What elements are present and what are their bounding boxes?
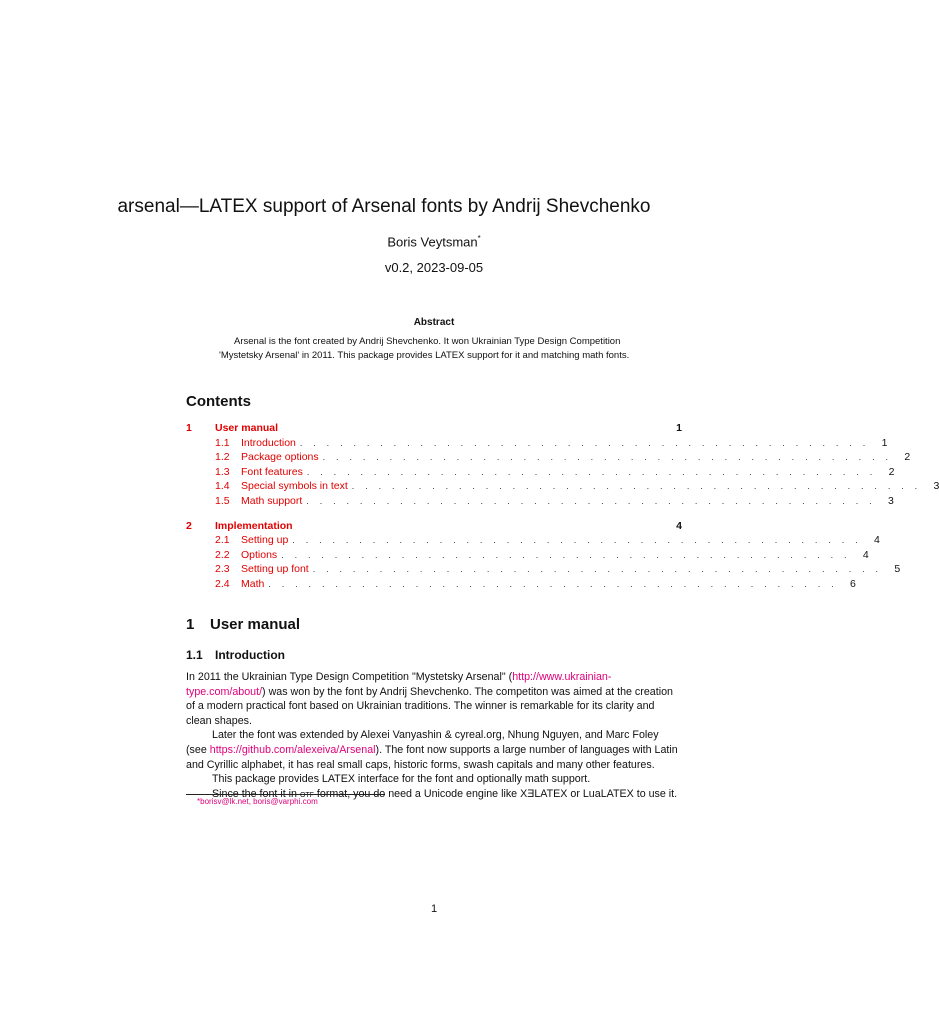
author-name: Boris Veytsman [387, 234, 478, 250]
toc-num: 2.3 [215, 563, 230, 576]
toc-label: Font features [241, 465, 303, 478]
toc-sub-introduction[interactable] [186, 436, 888, 451]
section-number: 1 [186, 616, 195, 633]
paragraph-1-text-a: In 2011 the Ukrainian Type Design Competition "Mystetsky Arsenal" ( [186, 671, 513, 683]
paragraph-4-text-b: format, you do need a Unicode engine like XƎLATEX or LuaLATEX to use it. [313, 787, 678, 800]
toc-leader: . . . . . . . . . . . . . . . . . . . . . . . . . . . . . . . . . . . . . . . . . . . [322, 452, 893, 463]
toc-section-implementation[interactable] [186, 519, 682, 534]
toc-num: 1.3 [215, 465, 230, 478]
paragraph-2-text-a: Later the font was extended by Alexei Vanyashin & cyreal.org, Nhung Nguyen, and Marc Foley (see [186, 729, 659, 756]
toc-label: Setting up [241, 534, 289, 547]
toc-page: 3 [888, 494, 894, 507]
toc-page: 4 [874, 534, 880, 547]
section-title: User manual [210, 616, 301, 633]
toc-num: 1.1 [215, 436, 230, 449]
otf-small-caps: otf [299, 787, 314, 800]
toc-leader: . . . . . . . . . . . . . . . . . . . . . . . . . . . . . . . . . . . . . . . . . . . [306, 495, 876, 506]
toc-page: 1 [676, 422, 682, 434]
toc-leader: . . . . . . . . . . . . . . . . . . . . . . . . . . . . . . . . . . . . . . . . . . . [351, 481, 922, 492]
toc-num: 1 [186, 422, 192, 434]
toc-label: Introduction [241, 436, 296, 449]
paragraph-1 [186, 670, 682, 728]
toc-label: Setting up font [241, 563, 309, 576]
toc-sub-options[interactable] [186, 548, 869, 563]
toc-sub-package-options[interactable] [186, 450, 911, 465]
toc-label: Options [241, 548, 278, 561]
paragraph-3: This package provides LATEX interface for the font and optionally math support. [212, 773, 591, 786]
toc-num: 2.4 [215, 577, 230, 590]
toc-label: Package options [241, 451, 319, 464]
footnote-rule [186, 794, 385, 795]
toc-sub-setting-up[interactable] [186, 533, 880, 548]
toc-num: 1.2 [215, 451, 230, 464]
author-line [0, 234, 868, 249]
toc-num: 1.4 [215, 480, 230, 493]
toc-sub-setting-up-font[interactable] [186, 562, 901, 577]
paragraph-4-text-a: Since the font it in [212, 787, 300, 800]
subsection-heading-introduction [186, 648, 285, 662]
toc-page: 5 [894, 563, 901, 576]
toc-label: Math support [241, 494, 303, 507]
paragraph-2 [186, 728, 682, 772]
version-date: v0.2, 2023-09-05 [384, 260, 484, 275]
footnote-email[interactable]: *borisv@lk.net, boris@varphi.com [197, 797, 318, 806]
toc-num: 2.1 [215, 534, 230, 547]
toc-num: 2.2 [215, 548, 230, 561]
toc-label: Implementation [215, 519, 293, 532]
paragraph-2-text-b: ). The font now supports a large number of languages with Latin and Cyrillic alphabet, it has real small caps, historic forms, swash capitals and many other features. [186, 743, 678, 771]
subsection-title: Introduction [215, 648, 285, 662]
paragraph-1-text-b: ) was won by the font by Andrij Shevchenko. The competiton was aimed at the creation of a modern practical font based on Ukrainian traditions. The winner is remarkable for its clarity and clean shapes. [186, 685, 673, 727]
toc-leader: . . . . . . . . . . . . . . . . . . . . . . . . . . . . . . . . . . . . . . . . . . . [299, 437, 870, 448]
toc-sub-font-features[interactable] [186, 465, 895, 480]
abstract-text [219, 335, 649, 363]
document-title [0, 196, 768, 218]
toc-leader: . . . . . . . . . . . . . . . . . . . . . . . . . . . . . . . . . . . . . . . . . . . [268, 578, 838, 589]
page-number: 1 [430, 903, 438, 915]
table-of-contents [186, 421, 939, 592]
title-package-name: arsenal [117, 196, 180, 217]
toc-sub-math-support[interactable] [186, 494, 894, 509]
toc-num: 1.5 [215, 494, 230, 507]
toc-leader: . . . . . . . . . . . . . . . . . . . . . . . . . . . . . . . . . . . . . . . . . . . [306, 466, 877, 477]
abstract-heading: Abstract [413, 317, 455, 328]
contents-heading: Contents [186, 393, 251, 410]
github-arsenal-link[interactable]: https://github.com/alexeiva/Arsenal [209, 743, 376, 756]
toc-page: 6 [850, 577, 856, 590]
toc-spacer [186, 509, 682, 519]
toc-leader: . . . . . . . . . . . . . . . . . . . . . . . . . . . . . . . . . . . . . . . . . . . [292, 535, 862, 546]
toc-leader: . . . . . . . . . . . . . . . . . . . . . . . . . . . . . . . . . . . . . . . . . . . [312, 564, 883, 575]
toc-leader: . . . . . . . . . . . . . . . . . . . . . . . . . . . . . . . . . . . . . . . . . . . [281, 549, 851, 560]
toc-page: 1 [881, 436, 888, 449]
title-rest: —LATEX support of Arsenal fonts by Andrij Shevchenko [179, 196, 651, 217]
toc-num: 2 [186, 519, 192, 532]
toc-page: 4 [676, 519, 682, 532]
toc-section-user-manual[interactable] [186, 421, 682, 436]
toc-page: 4 [862, 548, 869, 561]
toc-sub-math[interactable] [186, 577, 856, 592]
introduction-body [186, 670, 682, 801]
toc-page: 2 [888, 465, 895, 478]
toc-label: Special symbols in text [241, 480, 348, 493]
toc-page: 3 [933, 480, 939, 493]
ukrainian-type-link[interactable]: http://www.ukrainian-type.com/about/ [186, 671, 612, 698]
abstract-body: Arsenal is the font created by Andrij Shevchenko. It won Ukrainian Type Design Competition 'Mystetsky Arsenal' in 2011. This package provides LATEX support for it and matching math fonts. [219, 336, 630, 361]
section-heading-user-manual [186, 616, 300, 633]
toc-label: User manual [215, 422, 279, 434]
toc-page: 2 [904, 451, 911, 464]
toc-label: Math [241, 577, 265, 590]
subsection-number: 1.1 [186, 648, 203, 662]
author-footnote-mark: * [477, 234, 481, 243]
toc-sub-special-symbols[interactable] [186, 479, 939, 494]
